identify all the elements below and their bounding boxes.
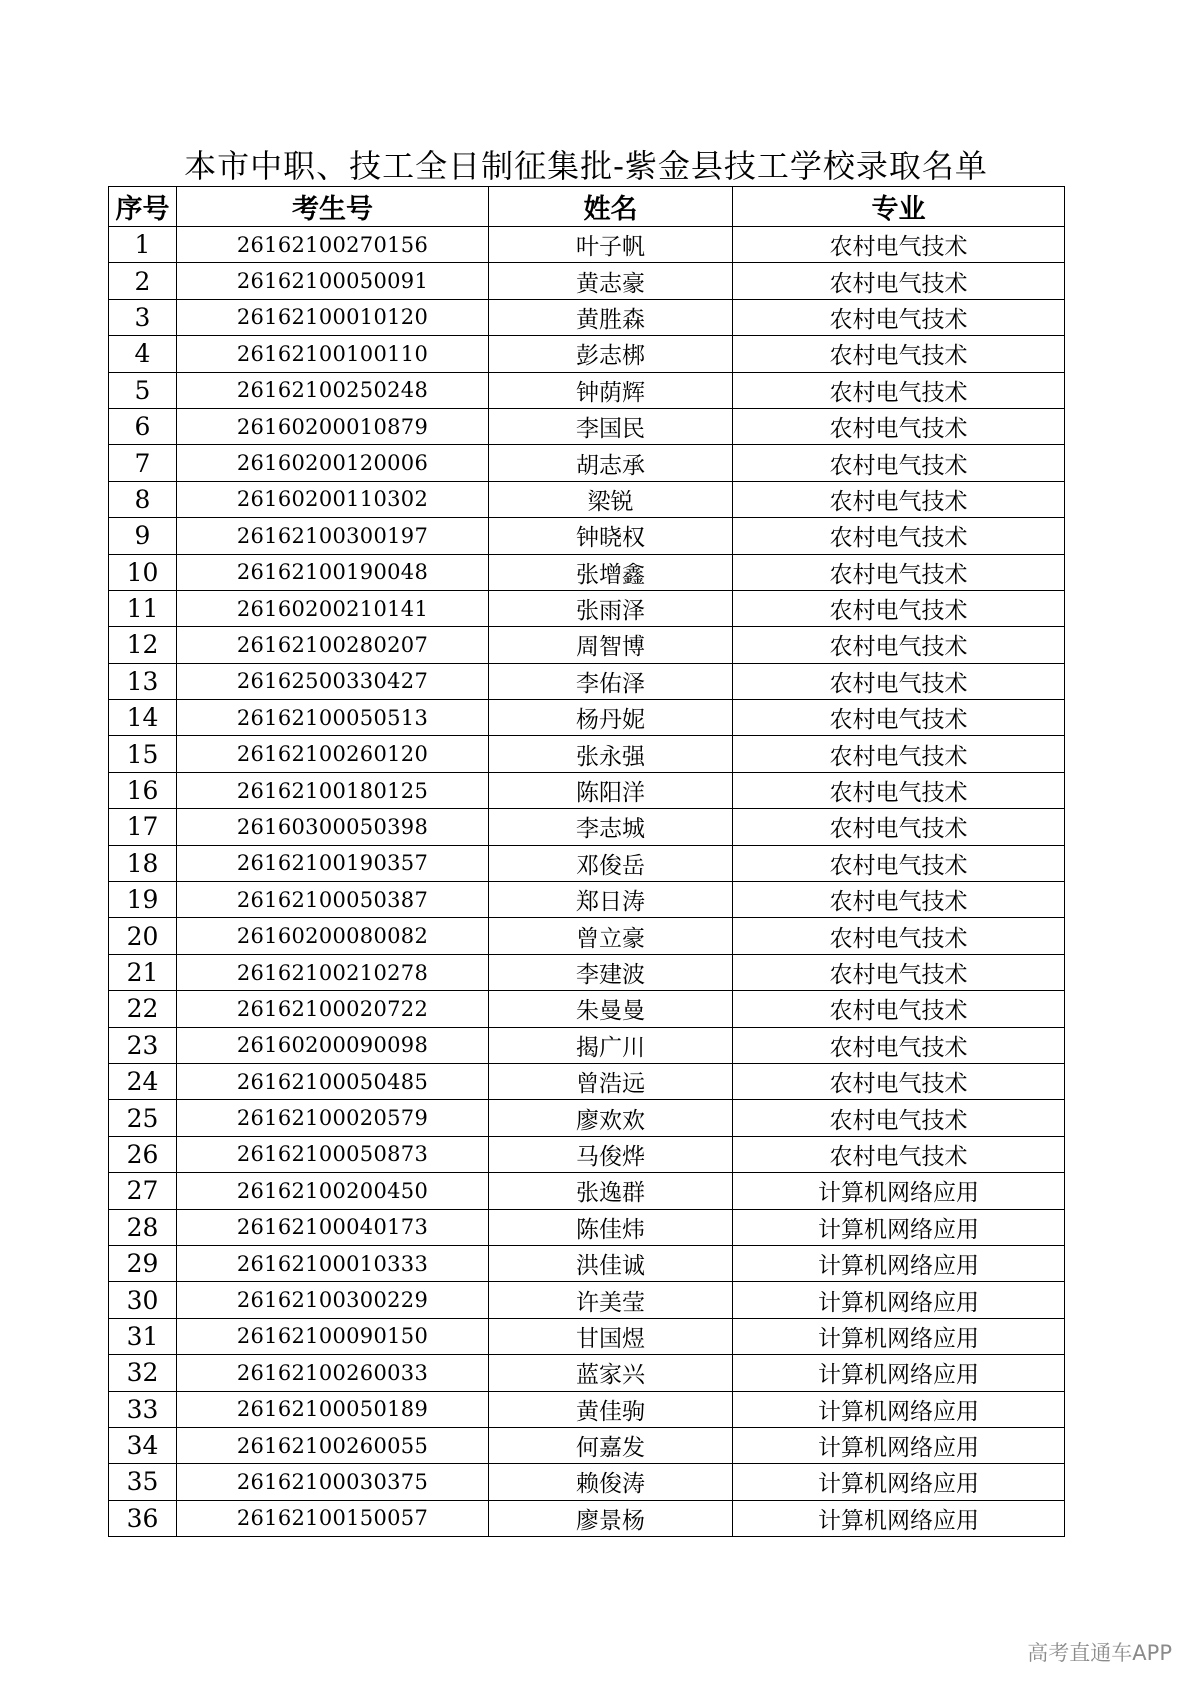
seq-cell: 29 [109,1245,177,1281]
name-cell: 揭广川 [489,1027,733,1063]
name-cell: 李佑泽 [489,663,733,699]
name-cell: 马俊烨 [489,1136,733,1172]
name-cell: 李建波 [489,954,733,990]
name-cell: 张雨泽 [489,590,733,626]
exam-id-cell: 26162100190357 [177,845,489,881]
major-cell: 农村电气技术 [733,1027,1065,1063]
name-cell: 邓俊岳 [489,845,733,881]
table-row [109,372,1065,408]
table-row [109,1027,1065,1063]
exam-id-cell: 26162100010120 [177,299,489,335]
name-cell: 李志城 [489,809,733,845]
major-cell: 农村电气技术 [733,736,1065,772]
header-major: 专业 [733,187,1065,227]
table-row [109,1100,1065,1136]
name-cell: 黄佳驹 [489,1391,733,1427]
seq-cell: 34 [109,1427,177,1463]
major-cell: 农村电气技术 [733,518,1065,554]
exam-id-cell: 26162100050387 [177,882,489,918]
seq-cell: 20 [109,918,177,954]
exam-id-cell: 26162500330427 [177,663,489,699]
major-cell: 农村电气技术 [733,263,1065,299]
name-cell: 蓝家兴 [489,1355,733,1391]
name-cell: 彭志梆 [489,336,733,372]
seq-cell: 7 [109,445,177,481]
major-cell: 农村电气技术 [733,1063,1065,1099]
name-cell: 甘国煜 [489,1318,733,1354]
seq-cell: 25 [109,1100,177,1136]
exam-id-cell: 26162100260055 [177,1427,489,1463]
exam-id-cell: 26162100180125 [177,772,489,808]
name-cell: 廖欢欢 [489,1100,733,1136]
table-header-row [109,187,1065,227]
seq-cell: 28 [109,1209,177,1245]
major-cell: 农村电气技术 [733,481,1065,517]
exam-id-cell: 26162100260120 [177,736,489,772]
table-row [109,227,1065,263]
exam-id-cell: 26162100050485 [177,1063,489,1099]
major-cell: 农村电气技术 [733,554,1065,590]
major-cell: 农村电气技术 [733,408,1065,444]
major-cell: 农村电气技术 [733,299,1065,335]
seq-cell: 14 [109,700,177,736]
exam-id-cell: 26162100050513 [177,700,489,736]
seq-cell: 11 [109,590,177,626]
table-row [109,1355,1065,1391]
table-row [109,1209,1065,1245]
table-row [109,736,1065,772]
seq-cell: 23 [109,1027,177,1063]
header-name: 姓名 [489,187,733,227]
name-cell: 胡志承 [489,445,733,481]
exam-id-cell: 26160300050398 [177,809,489,845]
exam-id-cell: 26162100010333 [177,1245,489,1281]
exam-id-cell: 26160200110302 [177,481,489,517]
table-row [109,809,1065,845]
major-cell: 计算机网络应用 [733,1318,1065,1354]
table-row [109,481,1065,517]
exam-id-cell: 26162100270156 [177,227,489,263]
seq-cell: 8 [109,481,177,517]
table-row [109,554,1065,590]
exam-id-cell: 26162100020579 [177,1100,489,1136]
exam-id-cell: 26162100090150 [177,1318,489,1354]
table-row [109,1282,1065,1318]
name-cell: 钟荫辉 [489,372,733,408]
major-cell: 农村电气技术 [733,700,1065,736]
name-cell: 钟晓权 [489,518,733,554]
exam-id-cell: 26162100030375 [177,1464,489,1500]
name-cell: 张增鑫 [489,554,733,590]
table-row [109,518,1065,554]
seq-cell: 18 [109,845,177,881]
header-seq: 序号 [109,187,177,227]
seq-cell: 33 [109,1391,177,1427]
major-cell: 计算机网络应用 [733,1173,1065,1209]
seq-cell: 15 [109,736,177,772]
seq-cell: 9 [109,518,177,554]
table-row [109,1391,1065,1427]
exam-id-cell: 26162100020722 [177,991,489,1027]
table-row [109,1173,1065,1209]
name-cell: 洪佳诚 [489,1245,733,1281]
seq-cell: 10 [109,554,177,590]
exam-id-cell: 26160200080082 [177,918,489,954]
seq-cell: 24 [109,1063,177,1099]
exam-id-cell: 26162100300229 [177,1282,489,1318]
table-row [109,1427,1065,1463]
table-row [109,1245,1065,1281]
major-cell: 计算机网络应用 [733,1391,1065,1427]
major-cell: 农村电气技术 [733,1136,1065,1172]
seq-cell: 3 [109,299,177,335]
major-cell: 农村电气技术 [733,772,1065,808]
table-row [109,1318,1065,1354]
seq-cell: 27 [109,1173,177,1209]
exam-id-cell: 26160200210141 [177,590,489,626]
name-cell: 梁锐 [489,481,733,517]
name-cell: 赖俊涛 [489,1464,733,1500]
table-row [109,1136,1065,1172]
name-cell: 周智博 [489,627,733,663]
major-cell: 计算机网络应用 [733,1500,1065,1536]
name-cell: 陈佳炜 [489,1209,733,1245]
seq-cell: 35 [109,1464,177,1500]
exam-id-cell: 26162100040173 [177,1209,489,1245]
seq-cell: 6 [109,408,177,444]
exam-id-cell: 26162100050873 [177,1136,489,1172]
table-row [109,263,1065,299]
admission-table [108,186,1065,1537]
major-cell: 计算机网络应用 [733,1209,1065,1245]
table-row [109,1464,1065,1500]
table-row [109,336,1065,372]
name-cell: 朱曼曼 [489,991,733,1027]
exam-id-cell: 26162100300197 [177,518,489,554]
seq-cell: 22 [109,991,177,1027]
major-cell: 农村电气技术 [733,227,1065,263]
seq-cell: 1 [109,227,177,263]
table-row [109,772,1065,808]
exam-id-cell: 26160200120006 [177,445,489,481]
exam-id-cell: 26162100200450 [177,1173,489,1209]
major-cell: 农村电气技术 [733,954,1065,990]
seq-cell: 16 [109,772,177,808]
table-row [109,1500,1065,1536]
name-cell: 曾立豪 [489,918,733,954]
name-cell: 叶子帆 [489,227,733,263]
major-cell: 农村电气技术 [733,627,1065,663]
major-cell: 计算机网络应用 [733,1245,1065,1281]
table-row [109,845,1065,881]
seq-cell: 26 [109,1136,177,1172]
major-cell: 计算机网络应用 [733,1427,1065,1463]
major-cell: 计算机网络应用 [733,1355,1065,1391]
exam-id-cell: 26162100210278 [177,954,489,990]
seq-cell: 31 [109,1318,177,1354]
table-row [109,700,1065,736]
name-cell: 张逸群 [489,1173,733,1209]
exam-id-cell: 26160200090098 [177,1027,489,1063]
name-cell: 黄胜森 [489,299,733,335]
exam-id-cell: 26162100260033 [177,1355,489,1391]
page-title: 本市中职、技工全日制征集批-紫金县技工学校录取名单 [184,147,988,185]
table-row [109,590,1065,626]
exam-id-cell: 26162100050189 [177,1391,489,1427]
major-cell: 农村电气技术 [733,336,1065,372]
table-row [109,991,1065,1027]
seq-cell: 13 [109,663,177,699]
table-row [109,918,1065,954]
table-row [109,882,1065,918]
table-row [109,663,1065,699]
watermark: 高考直通车APP [1027,1641,1172,1665]
seq-cell: 5 [109,372,177,408]
table-row [109,954,1065,990]
major-cell: 农村电气技术 [733,918,1065,954]
seq-cell: 32 [109,1355,177,1391]
name-cell: 郑日涛 [489,882,733,918]
name-cell: 陈阳洋 [489,772,733,808]
major-cell: 农村电气技术 [733,809,1065,845]
table-row [109,1063,1065,1099]
major-cell: 农村电气技术 [733,372,1065,408]
major-cell: 计算机网络应用 [733,1464,1065,1500]
table-body [109,227,1065,1537]
major-cell: 农村电气技术 [733,663,1065,699]
seq-cell: 19 [109,882,177,918]
major-cell: 农村电气技术 [733,445,1065,481]
name-cell: 廖景杨 [489,1500,733,1536]
major-cell: 农村电气技术 [733,1100,1065,1136]
name-cell: 许美莹 [489,1282,733,1318]
major-cell: 计算机网络应用 [733,1282,1065,1318]
exam-id-cell: 26162100100110 [177,336,489,372]
seq-cell: 36 [109,1500,177,1536]
seq-cell: 12 [109,627,177,663]
table-row [109,627,1065,663]
exam-id-cell: 26162100150057 [177,1500,489,1536]
name-cell: 杨丹妮 [489,700,733,736]
seq-cell: 21 [109,954,177,990]
major-cell: 农村电气技术 [733,845,1065,881]
major-cell: 农村电气技术 [733,991,1065,1027]
seq-cell: 17 [109,809,177,845]
name-cell: 何嘉发 [489,1427,733,1463]
exam-id-cell: 26162100250248 [177,372,489,408]
exam-id-cell: 26162100050091 [177,263,489,299]
name-cell: 张永强 [489,736,733,772]
name-cell: 黄志豪 [489,263,733,299]
major-cell: 农村电气技术 [733,882,1065,918]
table-row [109,408,1065,444]
name-cell: 曾浩远 [489,1063,733,1099]
seq-cell: 2 [109,263,177,299]
name-cell: 李国民 [489,408,733,444]
major-cell: 农村电气技术 [733,590,1065,626]
table-row [109,299,1065,335]
table-row [109,445,1065,481]
seq-cell: 4 [109,336,177,372]
exam-id-cell: 26162100280207 [177,627,489,663]
exam-id-cell: 26160200010879 [177,408,489,444]
exam-id-cell: 26162100190048 [177,554,489,590]
header-exam-id: 考生号 [177,187,489,227]
seq-cell: 30 [109,1282,177,1318]
